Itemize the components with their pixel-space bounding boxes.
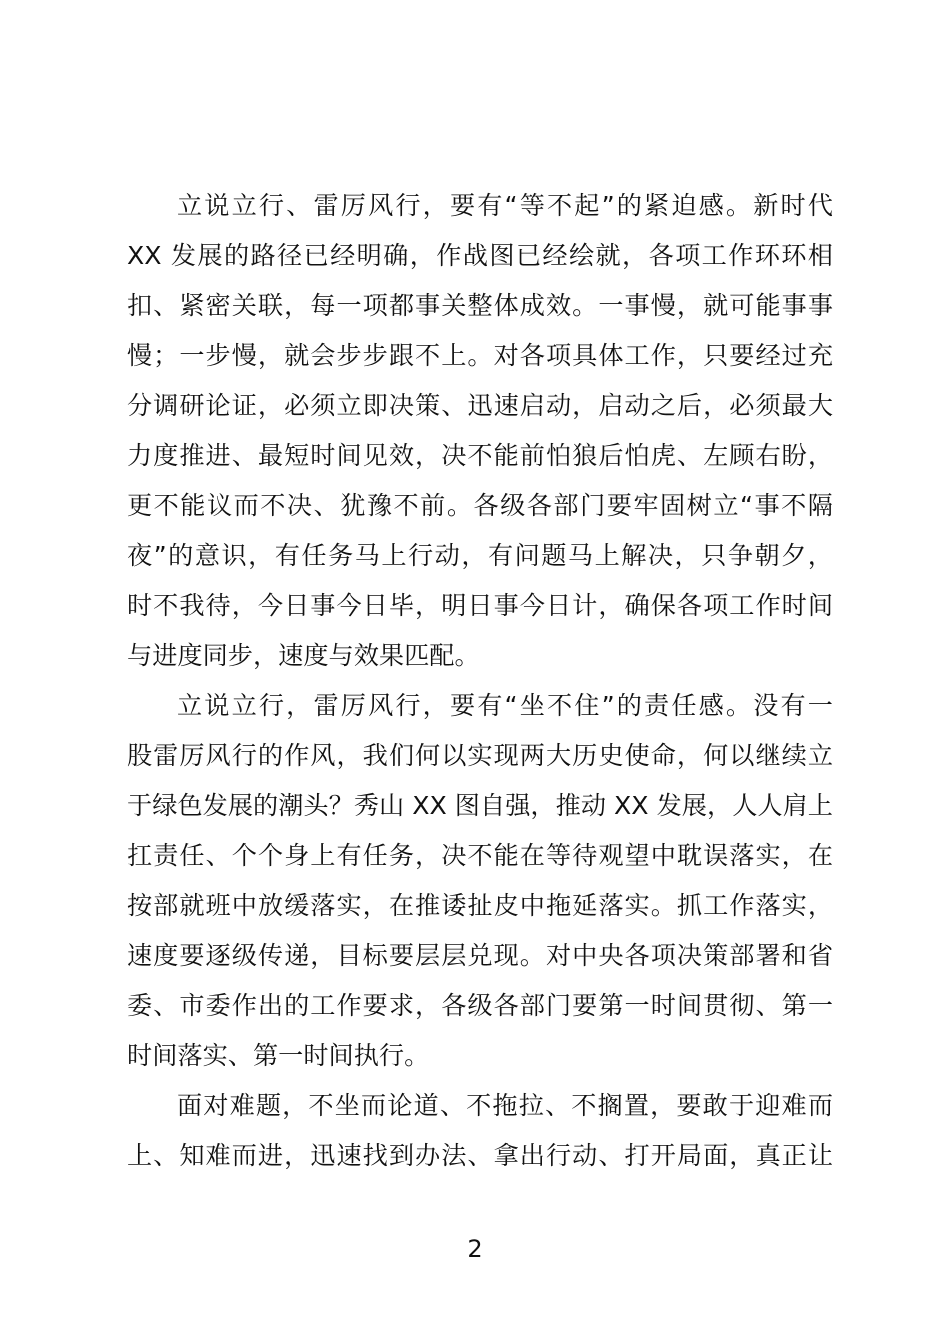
paragraph-1-line-4: 慢；一步慢，就会步步跟不上。对各项具体工作，只要经过充 [127,341,833,370]
paragraph-2-line-5: 按部就班中放缓落实，在推诿扯皮中拖延落实。抓工作落实， [127,891,833,920]
paragraph-1-line-10: 与进度同步，速度与效果匹配。 [127,641,480,670]
page-number: 2 [467,1235,483,1263]
paragraph-2-line-1: 立说立行，雷厉风行，要有“坐不住”的责任感。没有一 [177,691,833,720]
paragraph-1-line-1: 立说立行、雷厉风行，要有“等不起”的紧迫感。新时代 [177,191,833,220]
paragraph-2-line-7: 委、市委作出的工作要求，各级各部门要第一时间贯彻、第一 [127,991,833,1020]
paragraph-1-line-2: XX 发展的路径已经明确，作战图已经绘就，各项工作环环相 [127,241,833,270]
paragraph-2-line-8: 时间落实、第一时间执行。 [127,1041,430,1070]
paragraph-1-line-6: 力度推进、最短时间见效，决不能前怕狼后怕虎、左顾右盼， [127,441,833,470]
paragraph-1-line-9: 时不我待，今日事今日毕，明日事今日计，确保各项工作时间 [127,591,833,620]
paragraph-2-line-2: 股雷厉风行的作风，我们何以实现两大历史使命，何以继续立 [127,741,833,770]
paragraph-1-line-5: 分调研论证，必须立即决策、迅速启动，启动之后，必须最大 [127,391,833,420]
paragraph-1-line-3: 扣、紧密关联，每一项都事关整体成效。一事慢，就可能事事 [127,291,833,320]
paragraph-2-line-4: 扛责任、个个身上有任务，决不能在等待观望中耽误落实，在 [127,841,833,870]
paragraph-3-line-2: 上、知难而进，迅速找到办法、拿出行动、打开局面，真正让 [127,1141,833,1170]
paragraph-3-line-1: 面对难题，不坐而论道、不拖拉、不搁置，要敢于迎难而 [177,1091,833,1120]
paragraph-2-line-3: 于绿色发展的潮头？秀山 XX 图自强，推动 XX 发展，人人肩上 [127,791,833,820]
paragraph-1-line-7: 更不能议而不决、犹豫不前。各级各部门要牢固树立“事不隔 [127,491,833,520]
paragraph-1-line-8: 夜”的意识，有任务马上行动，有问题马上解决，只争朝夕， [127,541,833,570]
paragraph-2-line-6: 速度要逐级传递，目标要层层兑现。对中央各项决策部署和省 [127,941,833,970]
